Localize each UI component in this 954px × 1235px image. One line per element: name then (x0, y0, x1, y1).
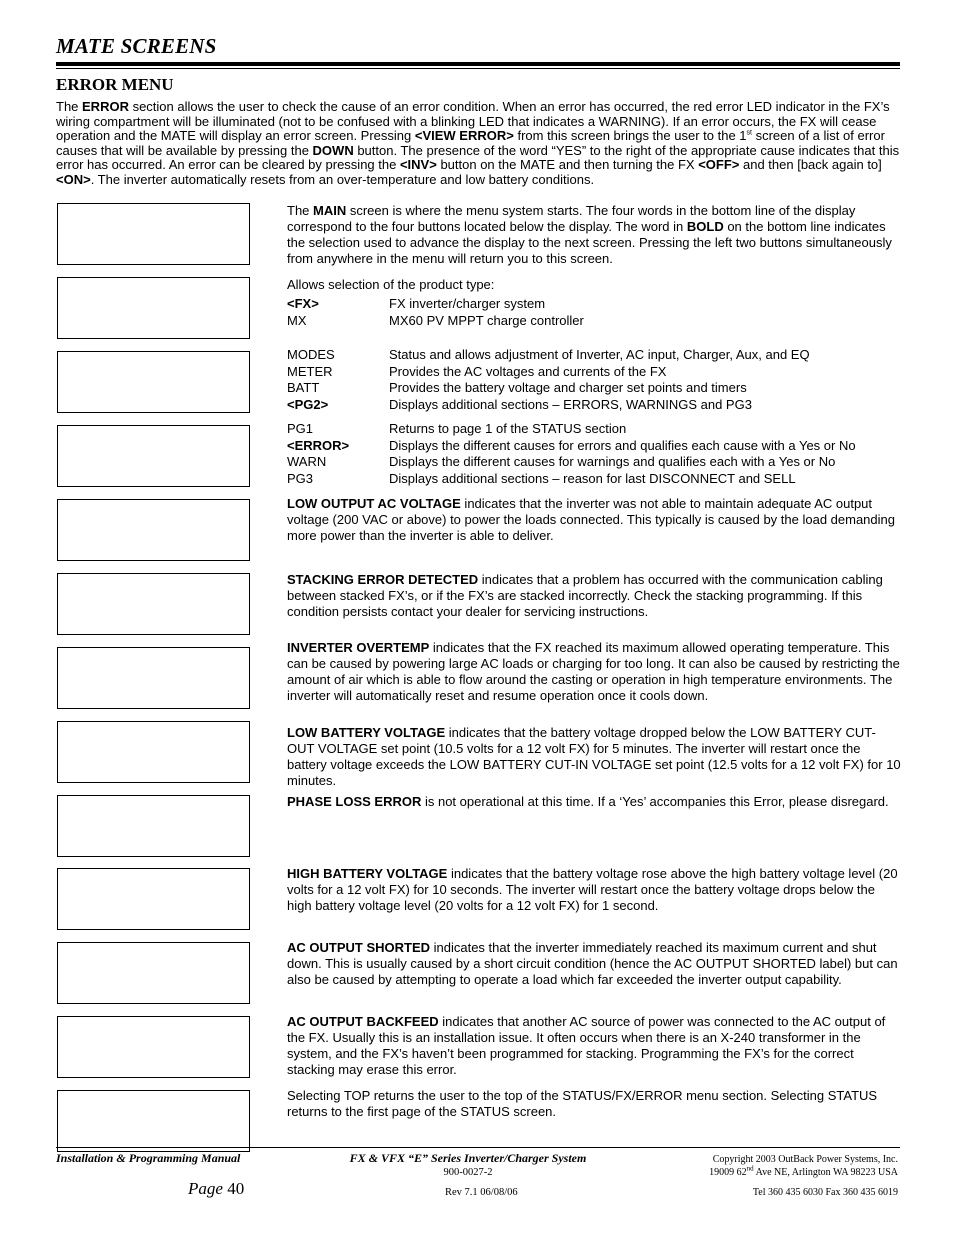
page2-menu-list (287, 421, 901, 487)
page2-menu-row (287, 421, 901, 438)
header-rule-thin (56, 68, 900, 69)
error-low-battery-text: LOW BATTERY VOLTAGE indicates that the battery voltage dropped below the LOW BATTERY CUT-OUT VOLTAGE set point (10.5 volts for a 12 volt FX) for 5 minutes. The inverter will restart once the battery voltage exceeds the LOW BATTERY CUT-IN VOLTAGE set point (12.5 volts for a 12 volt FX) for 10 minutes. (287, 725, 901, 788)
page2-menu-description: Displays the different causes for warnings and qualifies each with a Yes or No (389, 454, 836, 469)
intro-paragraph: The ERROR section allows the user to check the cause of an error condition. When an error has occurred, the red error LED indicator in the FX’s wiring compartment will be illuminated (not to be confused with a blinking LED that indicates a WARNING). If an error occurs, the FX will cease operation and the MATE will display an error screen. Pressing <VIEW ERROR> from this screen brings the user to the 1st screen of a list of error causes that will be available by pressing the DOWN button. The presence of the word “YES” to the right of the appropriate cause indicates that this error has occurred. An error can be cleared by pressing the <INV> button on the MATE and then turning the FX <OFF> and then [back again to] <ON>. The inverter automatically resets from an over-temperature and low battery conditions. (56, 99, 900, 187)
status-menu-description: Status and allows adjustment of Inverter, AC input, Charger, Aux, and EQ (389, 347, 810, 362)
page2-menu-description: Displays additional sections – reason for last DISCONNECT and SELL (389, 470, 796, 486)
screen-box-low-battery (57, 721, 250, 783)
error-overtemp-text: INVERTER OVERTEMP indicates that the FX reached its maximum allowed operating temperature. This can be caused by powering large AC loads or charging for too long. It can also be caused by restricting the amount of air which is able to flow around the casting or operation in high temperature environments. The inverter will automatically reset and resume operation once it cools down. (287, 640, 900, 703)
footer-doc-number: 900-0027-2 (443, 1167, 493, 1178)
status-menu-term: MODES (287, 347, 335, 362)
product-type-row (287, 296, 901, 313)
status-menu-list (287, 347, 901, 413)
product-type-row (287, 313, 901, 330)
page-heading: MATE SCREENS (56, 34, 217, 58)
footer-contact: Tel 360 435 6030 Fax 360 435 6019 (752, 1187, 898, 1198)
top-status-text: Selecting TOP returns the user to the top of the STATUS/FX/ERROR menu section. Selecting STATUS returns to the first page of the STATUS screen. (287, 1088, 878, 1119)
header-rule-thick (56, 62, 900, 66)
screen-box-backfeed (57, 1016, 250, 1078)
screen-box-phase-loss (57, 795, 250, 857)
footer-revision: Rev 7.1 06/08/06 (445, 1187, 518, 1198)
status-menu-term: <PG2> (287, 396, 329, 412)
page2-menu-row (287, 471, 901, 488)
screen-box-status (57, 351, 250, 413)
footer-address: 19009 62nd Ave NE, Arlington WA 98223 USA (709, 1164, 898, 1178)
page2-menu-term: PG3 (287, 470, 314, 486)
status-menu-row (287, 397, 901, 414)
screen-box-stacking (57, 573, 250, 635)
status-menu-description: Provides the battery voltage and charger set points and timers (389, 380, 747, 395)
footer-rule (56, 1147, 900, 1148)
screen-box-overtemp (57, 647, 250, 709)
page2-menu-term: WARN (287, 454, 327, 469)
screen-box-product (57, 277, 250, 339)
error-backfeed-text: AC OUTPUT BACKFEED indicates that another AC source of power was connected to the AC output of the FX. Usually this is an installation issue. It often occurs when there is an X-240 transformer in the system, and the FX’s haven’t been programmed for stacking. Programming the FX’s for the correct stacking may erase this error. (287, 1014, 886, 1077)
page2-menu-description: Displays the different causes for errors and qualifies each cause with a Yes or No (389, 437, 856, 453)
error-stacking-text: STACKING ERROR DETECTED indicates that a problem has occurred with the communication cabling between stacked FX’s, or if the FX’s are stacked incorrectly. Check the stacking programming. If this condition persists contact your dealer for servicing instructions. (287, 572, 883, 619)
error-low-output-text: LOW OUTPUT AC VOLTAGE indicates that the inverter was not able to maintain adequate AC output voltage (200 VAC or above) to power the loads connected. This typically is caused by the load demanding more power than the inverter is able to deliver. (287, 496, 895, 543)
section-heading: ERROR MENU (56, 75, 174, 94)
product-type-description: FX inverter/charger system (389, 296, 546, 311)
screen-box-top (57, 1090, 250, 1152)
status-menu-row (287, 347, 901, 364)
status-menu-term: BATT (287, 380, 320, 395)
screen-box-page2 (57, 425, 250, 487)
footer-manual-title: Installation & Programming Manual (56, 1151, 241, 1165)
product-type-intro: Allows selection of the product type: (287, 277, 495, 292)
page2-menu-row (287, 438, 901, 455)
screen-box-shorted (57, 942, 250, 1004)
page2-menu-term: <ERROR> (287, 437, 350, 453)
footer-system-title: FX & VFX “E” Series Inverter/Charger System 900-0027-2 (330, 1151, 606, 1178)
page2-menu-description: Returns to page 1 of the STATUS section (389, 421, 627, 436)
product-type-block (287, 277, 901, 329)
page-number: Page 40 (188, 1179, 245, 1198)
status-menu-description: Displays additional sections – ERRORS, WARNINGS and PG3 (389, 396, 752, 412)
screen-box-high-battery (57, 868, 250, 930)
footer-copyright: Copyright 2003 OutBack Power Systems, Inc. 19009 62nd Ave NE, Arlington WA 98223 USA (709, 1154, 898, 1178)
screen-box-low-output (57, 499, 250, 561)
screen-box-main (57, 203, 250, 265)
page2-menu-term: PG1 (287, 421, 314, 436)
product-type-term: MX (287, 312, 307, 328)
error-high-battery-text: HIGH BATTERY VOLTAGE indicates that the battery voltage rose above the high battery voltage level (20 volts for a 12 volt FX) for 10 seconds. The inverter will restart once the battery voltage drops below the high battery voltage level (20 volts for a 12 volt FX) for 1 second. (287, 866, 898, 913)
product-type-description: MX60 PV MPPT charge controller (389, 312, 584, 328)
status-menu-term: METER (287, 363, 333, 379)
status-menu-description: Provides the AC voltages and currents of the FX (389, 363, 667, 379)
page2-menu-row (287, 454, 901, 471)
main-screen-text: The MAIN screen is where the menu system starts. The four words in the bottom line of the display correspond to the four buttons located below the display. The word in BOLD on the bottom line indicates the selection used to advance the display to the next screen. Pressing the left two buttons simultaneously from anywhere in the menu will return you to this screen. (287, 203, 892, 266)
error-shorted-text: AC OUTPUT SHORTED indicates that the inverter immediately reached its maximum current and shut down. This is usually caused by a short circuit condition (hence the AC OUTPUT SHORTED label) but can also be caused by attempting to operate a load which far exceeded the inverter output capability. (287, 940, 898, 987)
status-menu-row (287, 364, 901, 381)
error-phase-loss-text: PHASE LOSS ERROR is not operational at this time. If a ‘Yes’ accompanies this Error, please disregard. (287, 794, 889, 809)
status-menu-row (287, 380, 901, 397)
product-type-term: <FX> (287, 296, 319, 311)
product-type-list (287, 296, 901, 329)
